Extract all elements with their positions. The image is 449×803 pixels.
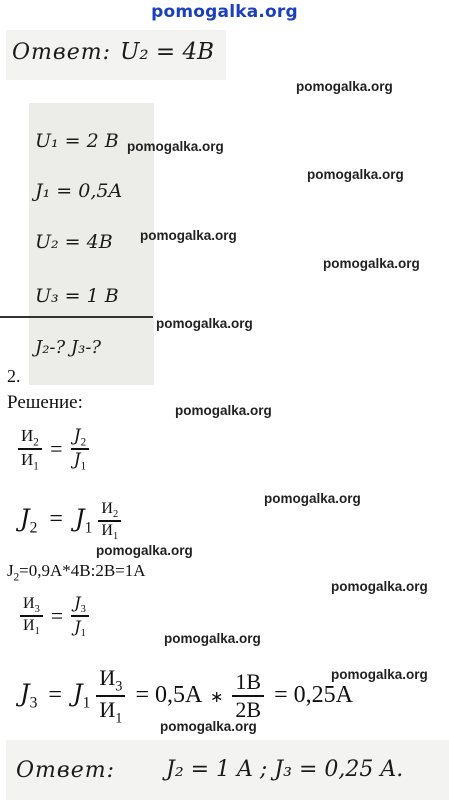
given-divider-ext xyxy=(0,316,31,318)
site-header-logo[interactable]: pomogalka.org xyxy=(151,2,298,22)
given-j1: J₁ = 0,5A xyxy=(35,180,123,202)
formula-ratio-1: $\frac{И_2}{И_1}$ = $\frac{J_2}{J_1}$ xyxy=(18,426,89,472)
watermark: pomogalka.org xyxy=(296,79,393,94)
watermark: pomogalka.org xyxy=(160,719,257,734)
watermark: pomogalka.org xyxy=(140,228,237,243)
watermark: pomogalka.org xyxy=(164,631,261,646)
answer2-scan xyxy=(6,740,449,800)
watermark: pomogalka.org xyxy=(156,316,253,331)
formula-j3: $J_3 = J_1$ $\frac{И_3}{И_1}$ = 0,5A ∗ $\frac{1B}{2B}$ = 0,25A xyxy=(20,665,353,727)
watermark: pomogalka.org xyxy=(331,579,428,594)
solution-label: Решение: xyxy=(7,392,83,413)
formula-ratio-3: $\frac{И_3}{И_1}$ = $\frac{J_3}{J_1}$ xyxy=(20,593,89,639)
task-number: 2. xyxy=(7,366,21,386)
given-divider xyxy=(31,316,153,318)
given-u1: U₁ = 2 B xyxy=(35,130,119,152)
watermark: pomogalka.org xyxy=(96,543,193,558)
given-u3: U₃ = 1 B xyxy=(35,285,119,307)
answer1-label: Ответ: xyxy=(12,40,111,65)
given-find: J₂-? J₃-? xyxy=(35,337,102,358)
formula-j2: $J_2 = J_1$ $\frac{И_2}{И_1}$ xyxy=(20,500,121,542)
watermark: pomogalka.org xyxy=(323,256,420,271)
watermark: pomogalka.org xyxy=(331,667,428,682)
answer2-value: J₂ = 1 A ; J₃ = 0,25 A. xyxy=(166,757,404,782)
answer1-value: U₂ = 4B xyxy=(120,39,215,65)
watermark: pomogalka.org xyxy=(175,403,272,418)
watermark: pomogalka.org xyxy=(127,139,224,154)
answer1-scan xyxy=(6,30,226,80)
answer2-label: Ответ: xyxy=(16,758,115,783)
calc-j2: $J_2=0,9A*4B:2B=1A$ xyxy=(7,561,146,584)
given-u2: U₂ = 4B xyxy=(35,231,113,253)
watermark: pomogalka.org xyxy=(307,167,404,182)
watermark: pomogalka.org xyxy=(264,491,361,506)
